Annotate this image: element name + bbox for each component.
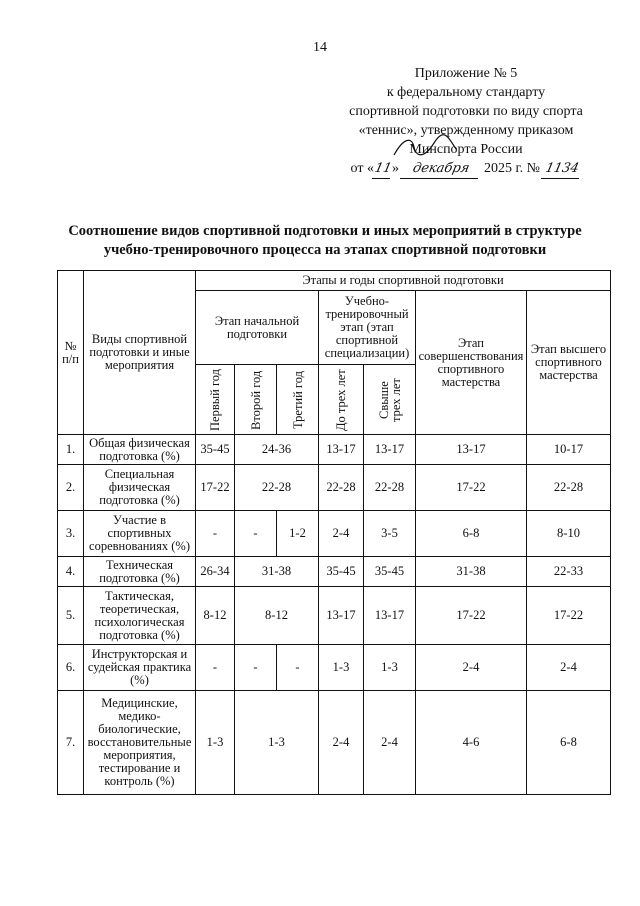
title-line-2: учебно-тренировочного процесса на этапах спортивной подготовки bbox=[103, 242, 547, 258]
table-row bbox=[58, 587, 611, 645]
cell-over-three: 3-5 bbox=[364, 511, 416, 557]
cell-improvement: 4-6 bbox=[416, 691, 527, 795]
cell-over-three: 22-28 bbox=[364, 465, 416, 511]
order-number: 1134 bbox=[541, 159, 583, 179]
cell-up-to-three: 22-28 bbox=[319, 465, 364, 511]
title-line-1: Соотношение видов спортивной подготовки и иных мероприятий в структуре bbox=[68, 223, 582, 239]
cell-improvement: 6-8 bbox=[416, 511, 527, 557]
row-kind: Специальная физическая подготовка (%) bbox=[84, 465, 196, 511]
cell-year-first: - bbox=[196, 511, 235, 557]
header-year-second: Второй год bbox=[235, 365, 277, 435]
header-over-three: Свыше трех лет bbox=[364, 365, 416, 435]
row-num: 2. bbox=[58, 465, 84, 511]
order-month: декабря bbox=[400, 159, 482, 179]
order-year: 2025 г. № bbox=[483, 161, 540, 176]
header-stage-initial: Этап начальной подготовки bbox=[196, 291, 319, 365]
order-mid: » bbox=[391, 161, 399, 176]
cell-higher: 2-4 bbox=[527, 645, 611, 691]
order-day: 11 bbox=[372, 159, 394, 179]
cell-over-three: 13-17 bbox=[364, 435, 416, 465]
cell-improvement: 17-22 bbox=[416, 587, 527, 645]
cell-years-second-third: 8-12 bbox=[235, 587, 319, 645]
header-stages-group: Этапы и годы спортивной подготовки bbox=[196, 271, 611, 291]
cell-higher: 17-22 bbox=[527, 587, 611, 645]
cell-improvement: 2-4 bbox=[416, 645, 527, 691]
cell-up-to-three: 2-4 bbox=[319, 511, 364, 557]
cell-higher: 22-28 bbox=[527, 465, 611, 511]
cell-over-three: 13-17 bbox=[364, 587, 416, 645]
row-kind: Инструкторская и судейская практика (%) bbox=[84, 645, 196, 691]
row-kind: Участие в спортивных соревнованиях (%) bbox=[84, 511, 196, 557]
row-num: 1. bbox=[58, 435, 84, 465]
header-stage-higher: Этап высшего спортивного мастерства bbox=[527, 291, 611, 435]
cell-year-first: 1-3 bbox=[196, 691, 235, 795]
table-row bbox=[58, 465, 611, 511]
row-num: 6. bbox=[58, 645, 84, 691]
cell-year-second: - bbox=[235, 511, 277, 557]
cell-year-third: - bbox=[277, 645, 319, 691]
cell-year-first: 26-34 bbox=[196, 557, 235, 587]
cell-year-first: 17-22 bbox=[196, 465, 235, 511]
row-num: 5. bbox=[58, 587, 84, 645]
cell-year-first: 8-12 bbox=[196, 587, 235, 645]
cell-years-second-third: 1-3 bbox=[235, 691, 319, 795]
row-num: 3. bbox=[58, 511, 84, 557]
header-stage-improvement: Этап совершенствования спортивного мастерства bbox=[416, 291, 527, 435]
cell-up-to-three: 13-17 bbox=[319, 435, 364, 465]
table-row bbox=[58, 645, 611, 691]
cell-up-to-three: 35-45 bbox=[319, 557, 364, 587]
header-year-third: Третий год bbox=[277, 365, 319, 435]
cell-year-first: - bbox=[196, 645, 235, 691]
order-date-line bbox=[330, 159, 602, 179]
header-num: № п/п bbox=[58, 271, 84, 435]
appendix-line: Приложение № 5 bbox=[414, 66, 518, 81]
header-year-first: Первый год bbox=[196, 365, 235, 435]
header-stage-training: Учебно-тренировочный этап (этап спортивной специализации) bbox=[319, 291, 416, 365]
cell-higher: 8-10 bbox=[527, 511, 611, 557]
cell-years-second-third: 31-38 bbox=[235, 557, 319, 587]
table-row bbox=[58, 557, 611, 587]
appendix-line: «теннис», утвержденному приказом bbox=[358, 123, 574, 138]
cell-year-second: - bbox=[235, 645, 277, 691]
cell-up-to-three: 1-3 bbox=[319, 645, 364, 691]
cell-improvement: 13-17 bbox=[416, 435, 527, 465]
cell-higher: 22-33 bbox=[527, 557, 611, 587]
row-num: 7. bbox=[58, 691, 84, 795]
cell-years-second-third: 24-36 bbox=[235, 435, 319, 465]
table-row bbox=[58, 691, 611, 795]
cell-up-to-three: 13-17 bbox=[319, 587, 364, 645]
header-kinds: Виды спортивной подготовки и иные мероприятия bbox=[84, 271, 196, 435]
cell-year-third: 1-2 bbox=[277, 511, 319, 557]
header-up-to-three: До трех лет bbox=[319, 365, 364, 435]
cell-up-to-three: 2-4 bbox=[319, 691, 364, 795]
table-row bbox=[58, 435, 611, 465]
row-kind: Техническая подготовка (%) bbox=[84, 557, 196, 587]
cell-over-three: 1-3 bbox=[364, 645, 416, 691]
appendix-block bbox=[330, 64, 602, 179]
row-kind: Общая физическая подготовка (%) bbox=[84, 435, 196, 465]
order-prefix: от « bbox=[350, 161, 374, 176]
cell-improvement: 31-38 bbox=[416, 557, 527, 587]
cell-year-first: 35-45 bbox=[196, 435, 235, 465]
appendix-line: Минспорта России bbox=[409, 142, 523, 157]
cell-years-second-third: 22-28 bbox=[235, 465, 319, 511]
row-kind: Медицинские, медико-биологические, восстановительные мероприятия, тестирование и контроль (%) bbox=[84, 691, 196, 795]
cell-higher: 10-17 bbox=[527, 435, 611, 465]
cell-over-three: 2-4 bbox=[364, 691, 416, 795]
cell-higher: 6-8 bbox=[527, 691, 611, 795]
appendix-line: спортивной подготовки по виду спорта bbox=[349, 104, 583, 119]
appendix-line: к федеральному стандарту bbox=[386, 85, 546, 100]
cell-improvement: 17-22 bbox=[416, 465, 527, 511]
row-kind: Тактическая, теоретическая, психологическая подготовка (%) bbox=[84, 587, 196, 645]
document-title bbox=[40, 222, 610, 260]
page-number: 14 bbox=[313, 40, 327, 55]
cell-over-three: 35-45 bbox=[364, 557, 416, 587]
table-row bbox=[58, 511, 611, 557]
signature-stroke bbox=[390, 133, 460, 163]
ratio-table bbox=[57, 270, 611, 795]
row-num: 4. bbox=[58, 557, 84, 587]
